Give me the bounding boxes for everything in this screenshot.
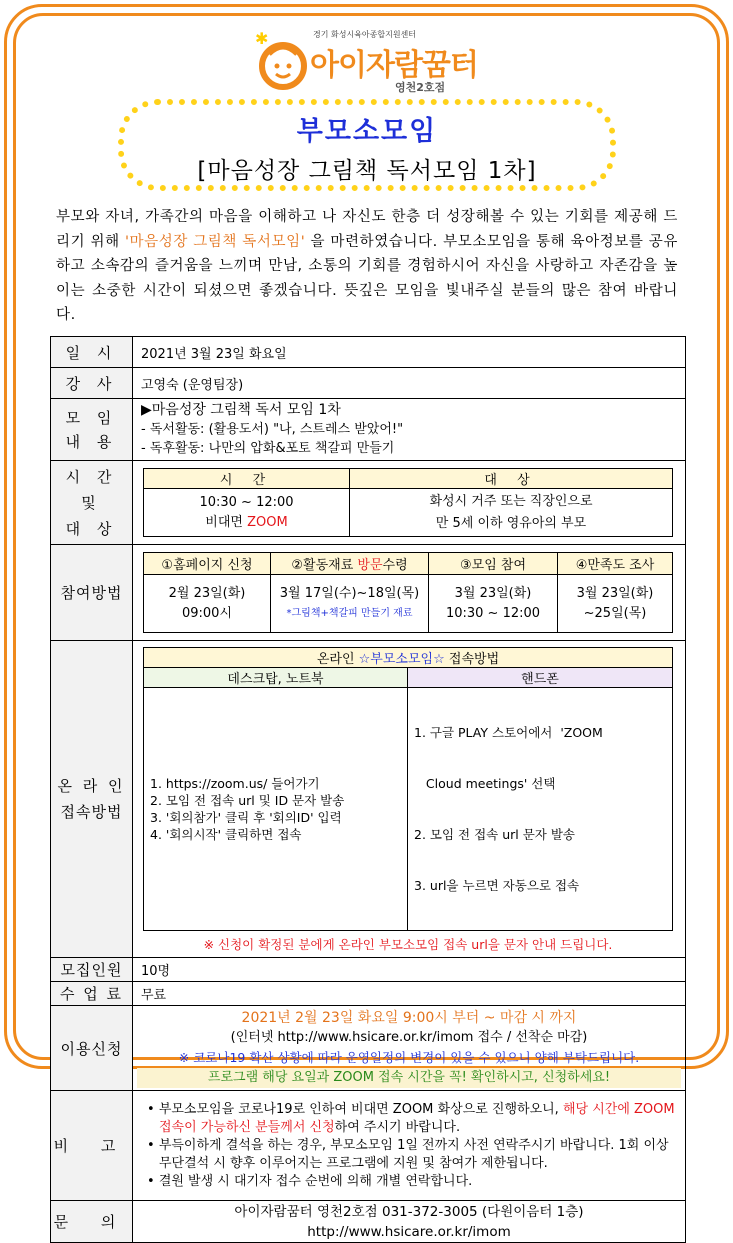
zoom-label: ZOOM [247,514,288,530]
step-2-cell [271,575,429,633]
step-2-note: *그림책+책갈피 만들기 재료 [286,607,413,619]
target-line-1: 화성시 거주 또는 직장인으로 [429,493,593,509]
date-label: 일 시 [51,337,133,368]
step-3-date: 3월 23일(화) [454,585,532,601]
step-1-date: 2월 23일(화) [168,585,246,601]
online-header [144,648,673,668]
content-label-2: 내 용 [65,432,118,451]
content-label-1: 모 임 [65,408,118,427]
contact-url[interactable]: http://www.hsicare.or.kr/imom [307,1223,511,1240]
phone-header: 핸드폰 [408,668,673,688]
page-subtitle: [마음성장 그림책 독서모임 1차] [197,158,537,184]
content-label [51,399,133,461]
step-2-date: 3월 17일(수)~18일(목) [279,585,420,601]
apply-label: 이용신청 [51,1006,133,1091]
online-header-b: ☆부모소모임☆ [358,652,445,667]
time-range: 10:30 ~ 12:00 [199,494,294,510]
online-notice: ※ 신청이 확정된 분에게 온라인 부모소모임 접속 url을 문자 안내 드립니다. [203,937,613,952]
online-label [51,641,133,958]
title-box [118,99,616,191]
phone-step-3: 3. url을 누르면 자동으로 접속 [414,878,580,893]
time-mode-text: 비대면 [205,514,248,530]
contact-cell [133,1201,686,1243]
apply-period: 2021년 2월 23일 화요일 9:00시 부터 ~ 마감 시 까지 [241,1010,577,1026]
apply-method: (인터넷 http://www.hsicare.or.kr/imom 접수 / 선착순 마감) [230,1030,588,1045]
note-2: • 부득이하게 결석을 하는 경우, 부모소모임 1일 전까지 사전 연락주시기 바랍니다. 1회 이상 무단결석 시 향후 이루어지는 프로그램에 지원 및 참여가 제한됩니다. [147,1137,669,1171]
content-line-2: - 독서활동: (활용도서) "나, 스트레스 받았어!" [141,422,404,437]
online-header-a: 온라인 [316,652,359,667]
step-4-header: ④만족도 조사 [558,553,673,575]
time-target-label [51,461,133,545]
content-line-1: ▶마음성장 그림책 독서 모임 1차 [141,402,341,418]
intro-paragraph [56,205,678,328]
notes-label: 비 고 [51,1091,133,1201]
step-1-header: ①홈페이지 신청 [144,553,271,575]
content-value [133,399,686,461]
lecturer-value: 고영숙 (운영팀장) [133,368,686,399]
online-label-1: 온 라 인 [57,777,126,795]
fee-label: 수 업 료 [51,982,133,1006]
step-4-date: 3월 23일(화) [576,585,654,601]
notes-cell [133,1091,686,1201]
apply-reminder: 프로그램 해당 요일과 ZOOM 접속 시간을 꼭! 확인하시고, 신청하세요! [137,1068,681,1088]
intro-highlight: '마음성장 그림책 독서모임' [124,233,306,250]
step-2-visit: 방문 [357,558,383,573]
time-target-table [143,468,673,537]
target-cell [350,489,673,537]
desktop-step-3: 3. '회의참가' 클릭 후 '회의ID' 입력 [150,810,342,825]
note-3: • 결원 발생 시 대기자 접수 순번에 의해 개별 연락합니다. [147,1173,473,1189]
note-1-text-b: 해당 시간에 ZOOM 접속이 가능하신 분들께서 신청 [159,1101,675,1135]
svg-text:✱: ✱ [255,29,269,48]
contact-label: 문 의 [51,1201,133,1243]
capacity-value: 10명 [133,958,686,982]
step-4-cell [558,575,673,633]
step-2-text-c: 수령 [382,558,408,573]
note-2-text: 부득이하게 결석을 하는 경우, 부모소모임 1일 전까지 사전 연락주시기 바랍니다. 1회 이상 무단결석 시 향후 이루어지는 프로그램에 지원 및 참여가 제한됩니다. [158,1137,669,1171]
note-1: • 부모소모임을 코로나19로 인하여 비대면 ZOOM 화상으로 진행하오니, 해당 시간에 ZOOM 접속이 가능하신 분들께서 신청하여 주시기 바랍니다. [147,1101,675,1135]
step-3-header: ③모임 참여 [429,553,558,575]
date-value: 2021년 3월 23일 화요일 [133,337,686,368]
desktop-steps [144,688,408,931]
phone-steps [408,688,673,931]
phone-step-1b: Cloud meetings' 선택 [414,776,556,791]
step-2-header [271,553,429,575]
logo-org-text: 경기 화성시육아종합지원센터 [313,30,417,39]
target-label: 대 상 [65,519,118,538]
participation-table [143,552,673,633]
apply-covid-notice: ※ 코로나19 확산 상황에 따라 운영일정의 변경이 있을 수 있으니 양해 부탁드립니다. [178,1050,640,1065]
page-title: 부모소모임 [296,116,438,147]
logo-face-icon [255,30,309,90]
desktop-step-1: 1. https://zoom.us/ 들어가기 [150,776,320,791]
online-table [143,647,673,931]
and-label: 및 [81,493,102,512]
intro-text-2: 을 마련하였습니다. 부모소모임을 통해 육아정보를 공유하고 소속감의 즐거움을 느끼며 만남, 소통의 기회를 경험하시어 자신을 사랑하고 자존감을 높이는 소중한 시간이 되셨으면 좋겠습니다. 뜻깊은 모임을 빛내주실 분들의 많은 참여 바랍니다. [56,233,678,323]
online-label-2: 접속방법 [60,803,123,821]
online-header-c: 접속방법 [444,652,500,667]
apply-cell [133,1006,686,1091]
lecturer-label: 강 사 [51,368,133,399]
info-table [50,336,686,1243]
target-line-2: 만 5세 이하 영유아의 부모 [435,515,587,531]
participation-label: 참여방법 [51,545,133,641]
phone-step-2: 2. 모임 전 접속 url 문자 발송 [414,827,575,842]
fee-value: 무료 [133,982,686,1006]
step-4-range: ~25일(목) [583,605,647,621]
logo-name: 아이자람꿈터 [310,48,478,83]
desktop-header: 데스크탑, 노트북 [144,668,408,688]
time-header: 시 간 [144,469,350,489]
step-1-cell [144,575,271,633]
content-line-3: - 독후활동: 나만의 압화&포토 책갈피 만들기 [141,441,395,456]
note-3-text: 결원 발생 시 대기자 접수 순번에 의해 개별 연락합니다. [158,1173,473,1189]
note-1-text-a: 부모소모임을 코로나19로 인하여 비대면 ZOOM 화상으로 진행하오니, [158,1101,563,1117]
time-cell [144,489,350,537]
logo [255,24,495,96]
online-cell [133,641,686,958]
note-1-text-c: 하여 주시기 바랍니다. [334,1119,461,1135]
desktop-step-4: 4. '회의시작' 클릭하면 접속 [150,827,302,842]
time-target-cell [133,461,686,545]
capacity-label: 모집인원 [51,958,133,982]
desktop-step-2: 2. 모임 전 접속 url 및 ID 문자 발송 [150,793,345,808]
step-3-time: 10:30 ~ 12:00 [445,605,541,621]
contact-address: 아이자람꿈터 영천2호점 031-372-3005 (다원이음터 1층) [234,1203,584,1220]
time-mode [144,513,349,533]
target-header: 대 상 [350,469,673,489]
intro-text-1: 부모와 자녀, 가족간의 마음을 이해하고 나 자신도 한층 더 성장해볼 수 있는 기회를 제공해 드리기 위해 [56,209,678,250]
time-label: 시 간 [65,467,118,486]
step-1-time: 09:00시 [181,605,233,621]
logo-branch: 영천2호점 [395,81,446,94]
step-3-cell [429,575,558,633]
phone-step-1: 1. 구글 PLAY 스토어에서 'ZOOM [414,725,603,740]
step-2-text-a: ②활동재료 [291,558,358,573]
participation-cell [133,545,686,641]
